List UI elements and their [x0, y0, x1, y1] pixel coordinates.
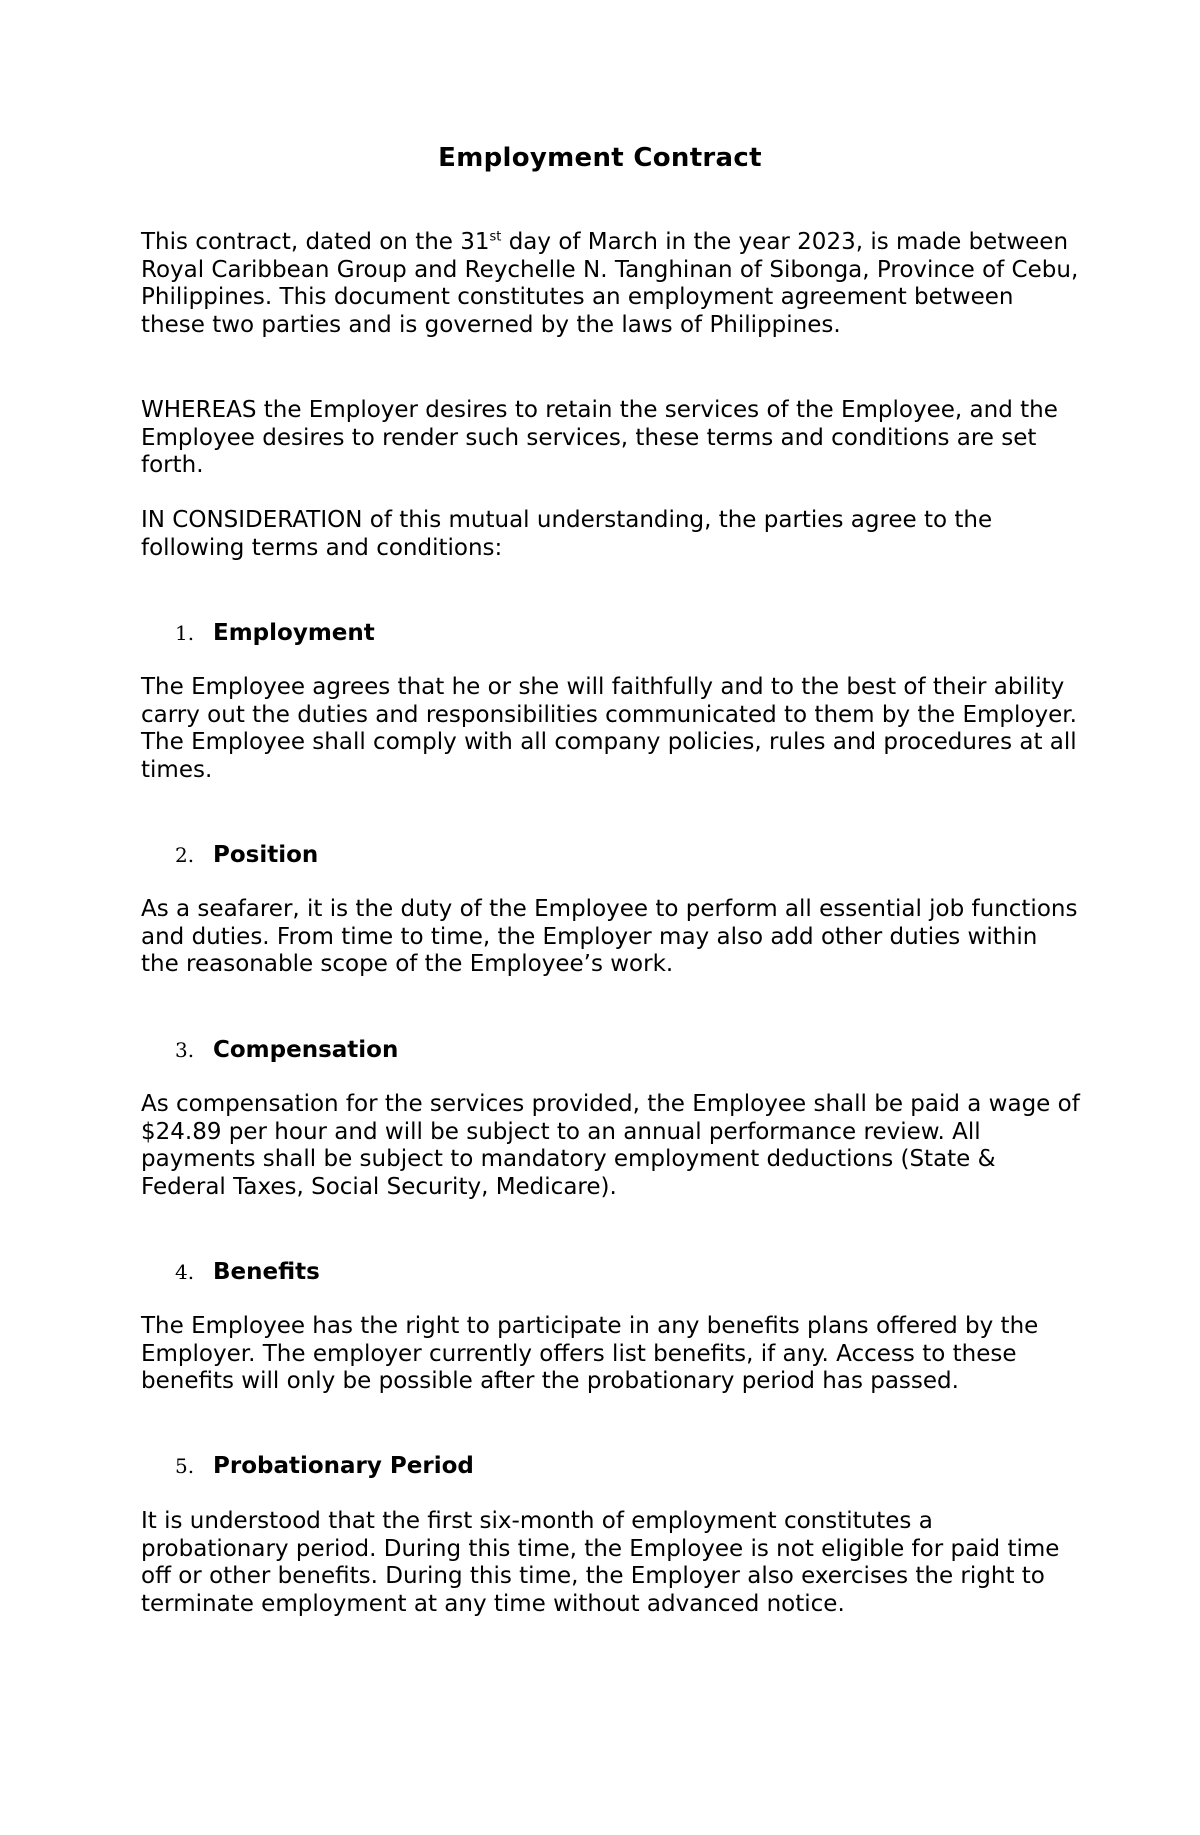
section-title: Probationary Period	[213, 1453, 474, 1479]
section-body: It is understood that the first six-month of employment constitutes a probationary period. During this time, the Employee is not eligible for paid time off or other benefits. During this time, the Employer also exercises the right to terminate employment at any time without advanced notice.	[141, 1508, 1060, 1617]
section-title: Compensation	[213, 1037, 399, 1063]
intro-text-start: This contract, dated on the 31	[141, 229, 490, 255]
section-title: Employment	[213, 620, 375, 646]
section-number: 5.	[175, 1454, 195, 1478]
section-number: 4.	[175, 1260, 195, 1284]
section-body: The Employee has the right to participate in any benefits plans offered by the Employer. The employer currently offers list benefits, if any. Access to these benefits will only be possible after the probationary period has passed.	[141, 1313, 1039, 1394]
section-number: 1.	[175, 621, 195, 645]
section-title: Benefits	[213, 1259, 320, 1285]
section-body: As a seafarer, it is the duty of the Employee to perform all essential job functions and duties. From time to time, the Employer may also add other duties within the reasonable scope of the Employee’s work.	[141, 896, 1078, 977]
intro-paragraph	[141, 229, 1081, 339]
consideration-paragraph: IN CONSIDERATION of this mutual understanding, the parties agree to the following terms and conditions:	[141, 507, 993, 561]
section-body: The Employee agrees that he or she will faithfully and to the best of their ability carry out the duties and responsibilities communicated to them by the Employer. The Employee shall comply with all company policies, rules and procedures at all times.	[141, 674, 1077, 783]
section-title: Position	[213, 842, 319, 868]
whereas-paragraph: WHEREAS the Employer desires to retain the services of the Employee, and the Employee desires to render such services, these terms and conditions are set forth.	[141, 397, 1058, 478]
section-heading	[175, 619, 375, 647]
section-heading	[175, 1452, 474, 1480]
intro-date-superscript: st	[489, 229, 502, 245]
section-body: As compensation for the services provided, the Employee shall be paid a wage of $24.89 per hour and will be subject to an annual performance review. All payments shall be subject to mandatory employment deductions (State & Federal Taxes, Social Security, Medicare).	[141, 1091, 1080, 1200]
section-heading	[175, 841, 318, 869]
section-heading	[175, 1258, 320, 1286]
section-heading	[175, 1036, 398, 1064]
section-number: 2.	[175, 843, 195, 867]
document-title: Employment Contract	[438, 143, 762, 173]
section-number: 3.	[175, 1038, 195, 1062]
intro-text-rest: day of March in the year 2023, is made between Royal Caribbean Group and Reychelle N. Tanghinan of Sibonga, Province of Cebu, Philippines. This document constitutes an employment agreement between these two parties and is governed by the laws of Philippines.	[141, 229, 1079, 338]
